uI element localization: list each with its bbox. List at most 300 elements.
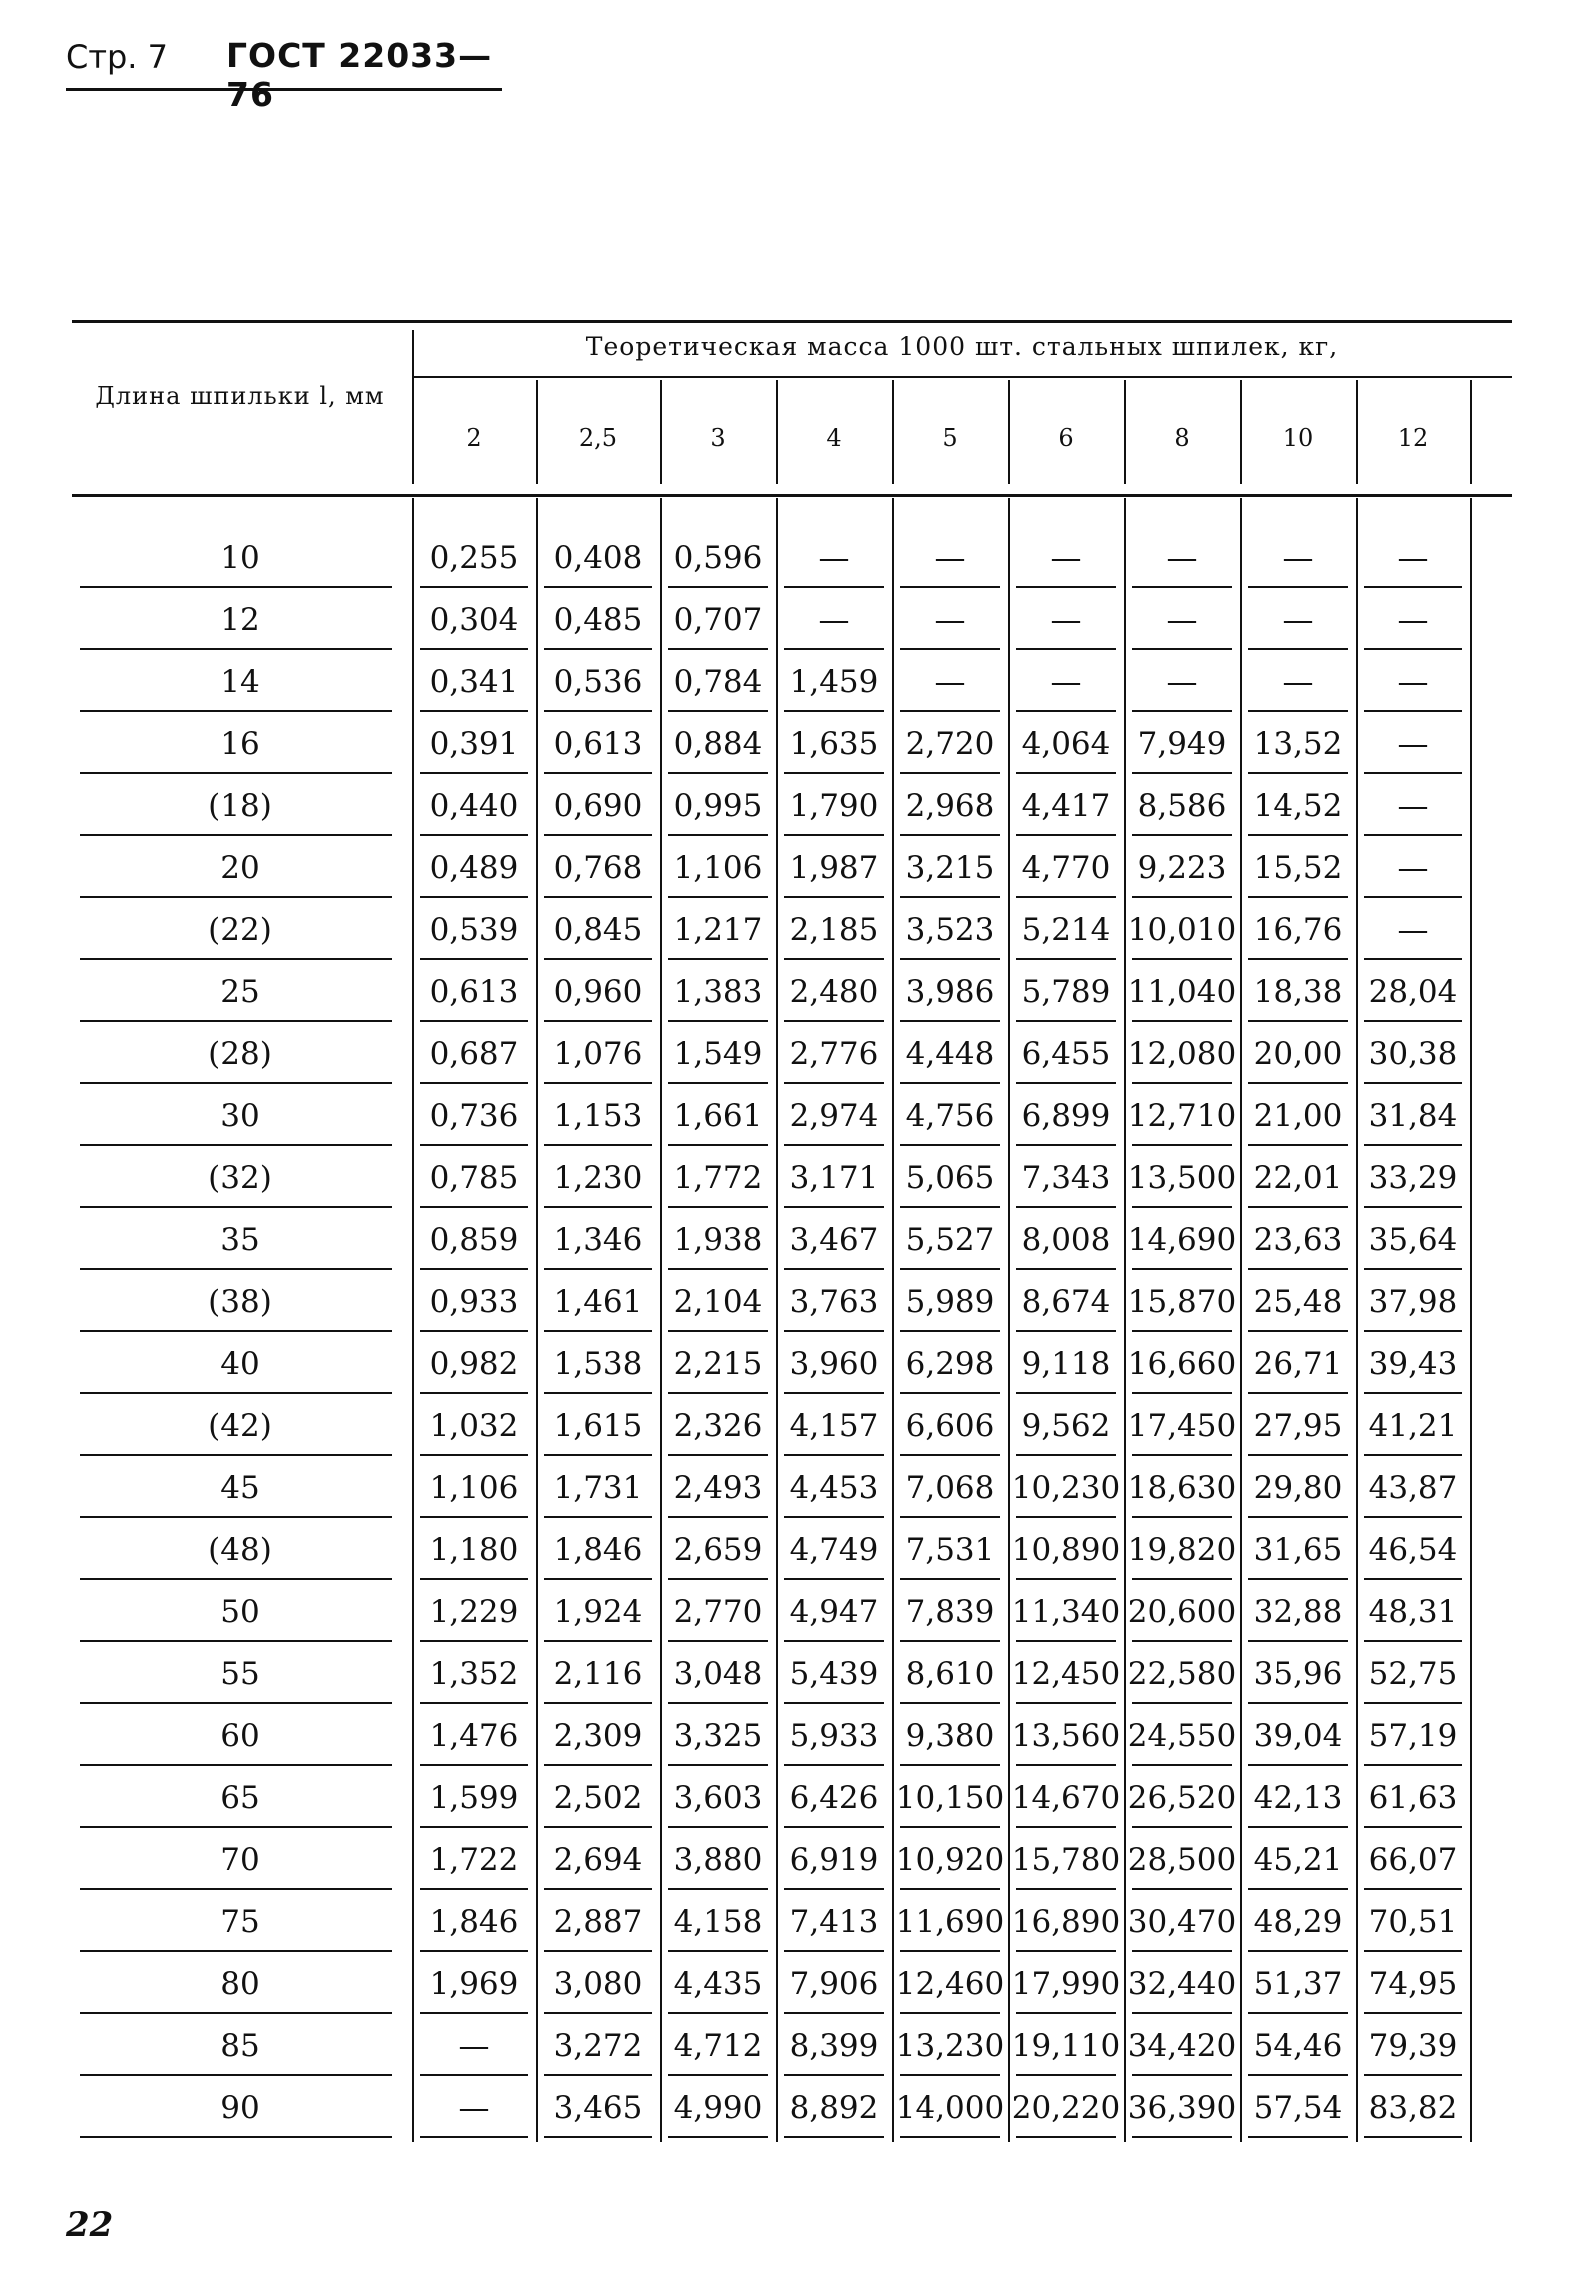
cell-underline	[1364, 710, 1462, 712]
row-underline	[80, 1082, 392, 1084]
cell-underline	[784, 1702, 884, 1704]
cell-underline	[900, 958, 1000, 960]
mass-cell: 1,538	[553, 1346, 643, 1382]
mass-cell: 0,440	[429, 788, 519, 824]
cell-underline	[544, 834, 652, 836]
cell-underline	[1016, 1950, 1116, 1952]
cell-underline	[420, 1950, 528, 1952]
mass-cell: —	[934, 540, 966, 576]
row-underline	[80, 1578, 392, 1580]
mass-cell: 0,255	[429, 540, 519, 576]
cell-underline	[420, 648, 528, 650]
mass-cell: 21,00	[1253, 1098, 1343, 1134]
cell-underline	[544, 1888, 652, 1890]
cell-underline	[544, 1516, 652, 1518]
mass-cell: 57,19	[1368, 1718, 1458, 1754]
cell-underline	[1016, 1392, 1116, 1394]
table-row	[0, 1460, 1569, 1522]
mass-cell: 6,606	[905, 1408, 995, 1444]
cell-underline	[1248, 1330, 1348, 1332]
mass-cell: 3,215	[905, 850, 995, 886]
cell-underline	[1016, 648, 1116, 650]
mass-cell: 35,64	[1368, 1222, 1458, 1258]
cell-underline	[420, 1888, 528, 1890]
cell-underline	[1364, 1702, 1462, 1704]
mass-cell: 0,408	[553, 540, 643, 576]
cell-underline	[784, 1020, 884, 1022]
diameter-header: 3	[710, 424, 726, 452]
mass-cell: 1,599	[429, 1780, 519, 1816]
diameter-header: 6	[1058, 424, 1074, 452]
cell-underline	[900, 1826, 1000, 1828]
mass-cell: 1,969	[429, 1966, 519, 2002]
mass-cell: 2,480	[789, 974, 879, 1010]
mass-cell: 10,890	[1011, 1532, 1121, 1568]
mass-cell: 18,38	[1253, 974, 1343, 1010]
mass-cell: 3,763	[789, 1284, 879, 1320]
cell-underline	[1248, 648, 1348, 650]
cell-underline	[900, 772, 1000, 774]
length-cell: 20	[220, 850, 260, 886]
cell-underline	[784, 710, 884, 712]
length-cell: (48)	[208, 1532, 272, 1568]
mass-cell: 1,790	[789, 788, 879, 824]
mass-cell: 4,064	[1021, 726, 1111, 762]
length-cell: 12	[220, 602, 260, 638]
row-underline	[80, 1206, 392, 1208]
mass-cell: 20,220	[1011, 2090, 1121, 2126]
mass-cell: 1,615	[553, 1408, 643, 1444]
mass-cell: 5,789	[1021, 974, 1111, 1010]
mass-cell: 2,887	[553, 1904, 643, 1940]
cell-underline	[668, 1082, 768, 1084]
row-underline	[80, 1454, 392, 1456]
cell-underline	[1132, 834, 1232, 836]
mass-cell: 0,489	[429, 850, 519, 886]
cell-underline	[544, 1640, 652, 1642]
cell-underline	[1016, 1144, 1116, 1146]
mass-cell: 8,892	[789, 2090, 879, 2126]
mass-cell: 1,846	[429, 1904, 519, 1940]
mass-cell: 1,476	[429, 1718, 519, 1754]
mass-cell: 61,63	[1368, 1780, 1458, 1816]
cell-underline	[1016, 1702, 1116, 1704]
mass-cell: 2,215	[673, 1346, 763, 1382]
row-underline	[80, 1764, 392, 1766]
cell-underline	[1016, 1082, 1116, 1084]
mass-cell: 45,21	[1253, 1842, 1343, 1878]
cell-underline	[420, 2074, 528, 2076]
cell-underline	[1364, 1764, 1462, 1766]
row-underline	[80, 586, 392, 588]
cell-underline	[668, 1330, 768, 1332]
cell-underline	[1364, 834, 1462, 836]
cell-underline	[544, 2074, 652, 2076]
mass-cell: 7,949	[1137, 726, 1227, 762]
cell-underline	[1016, 1578, 1116, 1580]
mass-cell: —	[1397, 726, 1429, 762]
mass-cell: 26,71	[1253, 1346, 1343, 1382]
mass-cell: 13,230	[895, 2028, 1005, 2064]
mass-cell: 19,110	[1011, 2028, 1121, 2064]
mass-cell: 7,531	[905, 1532, 995, 1568]
cell-underline	[544, 2136, 652, 2138]
cell-underline	[1364, 648, 1462, 650]
mass-cell: —	[458, 2028, 490, 2064]
cell-underline	[900, 1020, 1000, 1022]
cell-underline	[1248, 1082, 1348, 1084]
mass-cell: 4,770	[1021, 850, 1111, 886]
mass-cell: 8,586	[1137, 788, 1227, 824]
cell-underline	[544, 2012, 652, 2014]
cell-underline	[784, 2012, 884, 2014]
cell-underline	[900, 710, 1000, 712]
cell-underline	[1016, 896, 1116, 898]
cell-underline	[1132, 1764, 1232, 1766]
cell-underline	[900, 2136, 1000, 2138]
cell-underline	[784, 1578, 884, 1580]
cell-underline	[1248, 2012, 1348, 2014]
mass-cell: 34,420	[1127, 2028, 1237, 2064]
cell-underline	[668, 1144, 768, 1146]
mass-cell: 27,95	[1253, 1408, 1343, 1444]
table-row	[0, 840, 1569, 902]
row-underline	[80, 1330, 392, 1332]
mass-cell: 2,694	[553, 1842, 643, 1878]
table-row	[0, 964, 1569, 1026]
cell-underline	[420, 896, 528, 898]
length-cell: 85	[220, 2028, 260, 2064]
mass-cell: 1,153	[553, 1098, 643, 1134]
cell-underline	[1132, 1144, 1232, 1146]
mass-cell: 66,07	[1368, 1842, 1458, 1878]
cell-underline	[544, 1826, 652, 1828]
mass-cell: 1,846	[553, 1532, 643, 1568]
mass-cell: 30,38	[1368, 1036, 1458, 1072]
mass-cell: 4,448	[905, 1036, 995, 1072]
cell-underline	[1016, 1206, 1116, 1208]
table-row	[0, 530, 1569, 592]
mass-cell: 14,52	[1253, 788, 1343, 824]
cell-underline	[784, 1516, 884, 1518]
cell-underline	[784, 1392, 884, 1394]
cell-underline	[1248, 1764, 1348, 1766]
mass-cell: 70,51	[1368, 1904, 1458, 1940]
mass-cell: 8,399	[789, 2028, 879, 2064]
length-cell: 65	[220, 1780, 260, 1816]
cell-underline	[1248, 1268, 1348, 1270]
mass-cell: 1,352	[429, 1656, 519, 1692]
mass-cell: 6,298	[905, 1346, 995, 1382]
cell-underline	[1364, 1888, 1462, 1890]
cell-underline	[544, 772, 652, 774]
cell-underline	[900, 1082, 1000, 1084]
mass-cell: —	[1397, 540, 1429, 576]
cell-underline	[1016, 1454, 1116, 1456]
length-cell: (18)	[208, 788, 272, 824]
mass-cell: 1,635	[789, 726, 879, 762]
mass-cell: 0,982	[429, 1346, 519, 1382]
cell-underline	[784, 834, 884, 836]
mass-cell: 2,309	[553, 1718, 643, 1754]
mass-cell: 13,52	[1253, 726, 1343, 762]
mass-cell: 32,440	[1127, 1966, 1237, 2002]
cell-underline	[1132, 1330, 1232, 1332]
mass-cell: 30,470	[1127, 1904, 1237, 1940]
cell-underline	[1132, 1268, 1232, 1270]
table-row	[0, 902, 1569, 964]
cell-underline	[1364, 1268, 1462, 1270]
mass-cell: —	[1166, 602, 1198, 638]
cell-underline	[1248, 710, 1348, 712]
mass-cell: 41,21	[1368, 1408, 1458, 1444]
cell-underline	[668, 1268, 768, 1270]
mass-cell: 28,500	[1127, 1842, 1237, 1878]
cell-underline	[1016, 958, 1116, 960]
row-underline	[80, 2012, 392, 2014]
cell-underline	[420, 1702, 528, 1704]
column-separator	[412, 330, 414, 484]
cell-underline	[668, 1826, 768, 1828]
cell-underline	[1016, 710, 1116, 712]
standard-number: ГОСТ 22033—76	[226, 36, 493, 114]
cell-underline	[668, 1020, 768, 1022]
length-cell: (22)	[208, 912, 272, 948]
mass-cell: 0,690	[553, 788, 643, 824]
mass-cell: 10,010	[1127, 912, 1237, 948]
mass-cell: —	[1397, 664, 1429, 700]
mass-cell: 3,465	[553, 2090, 643, 2126]
cell-underline	[544, 896, 652, 898]
cell-underline	[900, 1640, 1000, 1642]
cell-underline	[668, 1578, 768, 1580]
mass-cell: 5,065	[905, 1160, 995, 1196]
mass-cell: —	[1282, 540, 1314, 576]
cell-underline	[544, 1268, 652, 1270]
cell-underline	[1132, 2074, 1232, 2076]
cell-underline	[1248, 1950, 1348, 1952]
mass-cell: 0,933	[429, 1284, 519, 1320]
table-row	[0, 1088, 1569, 1150]
mass-cell: 1,549	[673, 1036, 763, 1072]
table-row	[0, 1708, 1569, 1770]
mass-cell: 0,960	[553, 974, 643, 1010]
length-cell: 16	[220, 726, 260, 762]
mass-cell: 48,29	[1253, 1904, 1343, 1940]
mass-cell: 4,990	[673, 2090, 763, 2126]
mass-cell: 24,550	[1127, 1718, 1237, 1754]
diameter-header: 2,5	[578, 424, 618, 452]
mass-cell: 0,785	[429, 1160, 519, 1196]
cell-underline	[1132, 772, 1232, 774]
cell-underline	[1132, 1516, 1232, 1518]
row-underline	[80, 1826, 392, 1828]
table-row	[0, 1584, 1569, 1646]
mass-cell: 17,450	[1127, 1408, 1237, 1444]
cell-underline	[668, 2012, 768, 2014]
cell-underline	[1132, 1578, 1232, 1580]
mass-cell: 31,65	[1253, 1532, 1343, 1568]
mass-cell: 1,032	[429, 1408, 519, 1444]
mass-cell: 2,720	[905, 726, 995, 762]
mass-cell: 13,500	[1127, 1160, 1237, 1196]
mass-cell: 0,613	[553, 726, 643, 762]
cell-underline	[1016, 1826, 1116, 1828]
mass-cell: 14,690	[1127, 1222, 1237, 1258]
mass-cell: 0,687	[429, 1036, 519, 1072]
column-separator	[1470, 380, 1472, 484]
mass-cell: —	[1397, 850, 1429, 886]
cell-underline	[1016, 1764, 1116, 1766]
mass-cell: —	[1050, 602, 1082, 638]
cell-underline	[900, 648, 1000, 650]
cell-underline	[1132, 1020, 1232, 1022]
diameter-header: 5	[942, 424, 958, 452]
mass-cell: 1,180	[429, 1532, 519, 1568]
mass-cell: 1,924	[553, 1594, 643, 1630]
cell-underline	[668, 1640, 768, 1642]
table-row	[0, 778, 1569, 840]
mass-cell: 11,690	[895, 1904, 1005, 1940]
cell-underline	[784, 1330, 884, 1332]
mass-cell: 0,736	[429, 1098, 519, 1134]
cell-underline	[668, 1888, 768, 1890]
cell-underline	[1248, 586, 1348, 588]
mass-cell: 7,343	[1021, 1160, 1111, 1196]
mass-cell: —	[1050, 664, 1082, 700]
cell-underline	[900, 1206, 1000, 1208]
cell-underline	[1364, 1516, 1462, 1518]
mass-cell: 5,439	[789, 1656, 879, 1692]
cell-underline	[1132, 1082, 1232, 1084]
cell-underline	[1364, 2012, 1462, 2014]
mass-cell: 4,435	[673, 1966, 763, 2002]
cell-underline	[420, 2136, 528, 2138]
cell-underline	[668, 710, 768, 712]
mass-cell: 0,768	[553, 850, 643, 886]
table-top-rule	[72, 320, 1512, 323]
cell-underline	[1364, 586, 1462, 588]
cell-underline	[1132, 1392, 1232, 1394]
cell-underline	[420, 1144, 528, 1146]
mass-cell: 74,95	[1368, 1966, 1458, 2002]
cell-underline	[1364, 1330, 1462, 1332]
cell-underline	[1364, 772, 1462, 774]
cell-underline	[1364, 2074, 1462, 2076]
cell-underline	[900, 1268, 1000, 1270]
cell-underline	[544, 1454, 652, 1456]
mass-cell: 7,413	[789, 1904, 879, 1940]
mass-cell: 12,710	[1127, 1098, 1237, 1134]
table-row	[0, 1522, 1569, 1584]
mass-cell: 3,603	[673, 1780, 763, 1816]
mass-cell: 4,749	[789, 1532, 879, 1568]
cell-underline	[1364, 896, 1462, 898]
cell-underline	[668, 834, 768, 836]
mass-cell: 1,987	[789, 850, 879, 886]
mass-cell: 1,731	[553, 1470, 643, 1506]
length-cell: (32)	[208, 1160, 272, 1196]
mass-cell: 2,968	[905, 788, 995, 824]
cell-underline	[1248, 958, 1348, 960]
cell-underline	[420, 1082, 528, 1084]
row-underline	[80, 896, 392, 898]
cell-underline	[1248, 1826, 1348, 1828]
mass-cell: 1,772	[673, 1160, 763, 1196]
mass-cell: 0,613	[429, 974, 519, 1010]
length-cell: 45	[220, 1470, 260, 1506]
cell-underline	[900, 1950, 1000, 1952]
cell-underline	[420, 1516, 528, 1518]
cell-underline	[784, 1764, 884, 1766]
mass-cell: 2,104	[673, 1284, 763, 1320]
table-row	[0, 654, 1569, 716]
mass-cell: 39,43	[1368, 1346, 1458, 1382]
cell-underline	[900, 2012, 1000, 2014]
cell-underline	[1364, 1020, 1462, 1022]
table-row	[0, 1026, 1569, 1088]
mass-cell: —	[818, 602, 850, 638]
mass-cell: 43,87	[1368, 1470, 1458, 1506]
cell-underline	[544, 1330, 652, 1332]
mass-cell: 10,150	[895, 1780, 1005, 1816]
mass-cell: 0,391	[429, 726, 519, 762]
mass-cell: 51,37	[1253, 1966, 1343, 2002]
mass-cell: 14,000	[895, 2090, 1005, 2126]
mass-cell: 4,712	[673, 2028, 763, 2064]
mass-cell: 19,820	[1127, 1532, 1237, 1568]
cell-underline	[784, 648, 884, 650]
cell-underline	[900, 1516, 1000, 1518]
mass-cell: 2,659	[673, 1532, 763, 1568]
row-underline	[80, 1020, 392, 1022]
row-underline	[80, 648, 392, 650]
cell-underline	[1364, 1082, 1462, 1084]
mass-cell: 9,118	[1021, 1346, 1111, 1382]
mass-cell: 33,29	[1368, 1160, 1458, 1196]
mass-cell: 1,938	[673, 1222, 763, 1258]
mass-cell: 3,325	[673, 1718, 763, 1754]
mass-cell: 17,990	[1011, 1966, 1121, 2002]
cell-underline	[1248, 1578, 1348, 1580]
page-label: Стр. 7	[66, 38, 168, 76]
mass-cell: 39,04	[1253, 1718, 1343, 1754]
mass-cell: 26,520	[1127, 1780, 1237, 1816]
row-underline	[80, 2136, 392, 2138]
mass-cell: 3,171	[789, 1160, 879, 1196]
cell-underline	[420, 1578, 528, 1580]
cell-underline	[1248, 1640, 1348, 1642]
cell-underline	[1364, 1826, 1462, 1828]
cell-underline	[1364, 1392, 1462, 1394]
mass-cell: 16,890	[1011, 1904, 1121, 1940]
mass-cell: —	[1282, 602, 1314, 638]
cell-underline	[420, 1454, 528, 1456]
mass-cell: 5,214	[1021, 912, 1111, 948]
cell-underline	[1364, 1578, 1462, 1580]
mass-cell: 6,455	[1021, 1036, 1111, 1072]
cell-underline	[1132, 1888, 1232, 1890]
cell-underline	[1016, 1020, 1116, 1022]
table-header-rule	[72, 494, 1512, 497]
mass-cell: 8,610	[905, 1656, 995, 1692]
mass-cell: —	[458, 2090, 490, 2126]
mass-cell: 4,157	[789, 1408, 879, 1444]
page-header	[66, 32, 502, 114]
mass-cell: 4,756	[905, 1098, 995, 1134]
mass-cell: 3,986	[905, 974, 995, 1010]
cell-underline	[420, 586, 528, 588]
